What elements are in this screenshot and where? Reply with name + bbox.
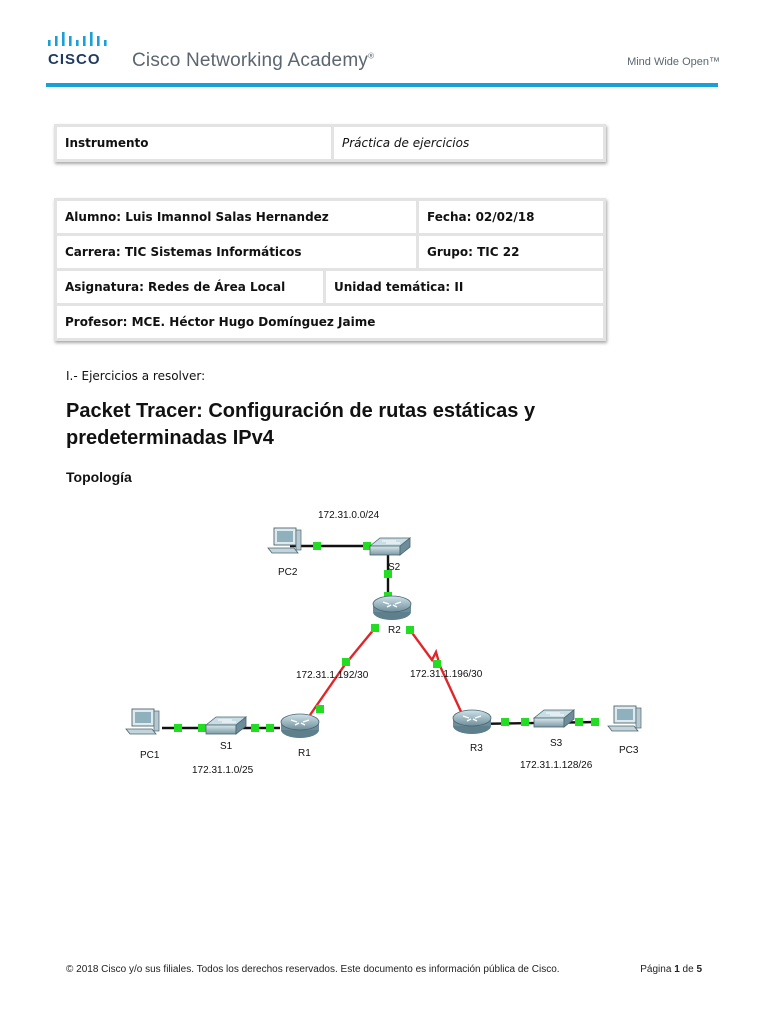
r1-router-icon[interactable] bbox=[281, 714, 319, 738]
network-label-r2-r3: 172.31.1.196/30 bbox=[410, 669, 483, 680]
brand-name: Cisco Networking Academy® bbox=[132, 50, 375, 71]
pc2-label: PC2 bbox=[278, 567, 298, 578]
page-title: Packet Tracer: Configuración de rutas estáticas y predeterminadas IPv4 bbox=[66, 400, 536, 449]
r1-label: R1 bbox=[298, 748, 311, 759]
topology-diagram bbox=[120, 500, 660, 790]
asignatura-cell: Asignatura: Redes de Área Local bbox=[57, 271, 323, 303]
r2-label: R2 bbox=[388, 625, 401, 636]
profesor-cell: Profesor: MCE. Héctor Hugo Domínguez Jaime bbox=[57, 306, 603, 338]
s1-switch-icon[interactable] bbox=[206, 717, 246, 734]
tagline: Mind Wide Open™ bbox=[627, 56, 720, 68]
s2-switch-icon[interactable] bbox=[370, 538, 410, 555]
grupo-cell: Grupo: TIC 22 bbox=[419, 236, 603, 268]
alumno-cell: Alumno: Luis Imannol Salas Hernandez bbox=[57, 201, 416, 233]
topology-heading: Topología bbox=[66, 469, 132, 485]
link-indicators bbox=[174, 542, 599, 732]
network-label-r1-r2: 172.31.1.192/30 bbox=[296, 670, 369, 681]
s3-switch-icon[interactable] bbox=[534, 710, 574, 727]
network-label-lan-r1: 172.31.1.0/25 bbox=[192, 765, 254, 776]
r3-router-icon[interactable] bbox=[453, 710, 491, 734]
instrument-table bbox=[54, 124, 606, 162]
ethernet-links bbox=[162, 546, 598, 728]
pc3-label: PC3 bbox=[619, 745, 639, 756]
pc1-label: PC1 bbox=[140, 750, 160, 761]
pc2-icon[interactable] bbox=[268, 528, 301, 553]
r2-router-icon[interactable] bbox=[373, 596, 411, 620]
unidad-cell: Unidad temática: II bbox=[326, 271, 603, 303]
cisco-logo bbox=[46, 30, 116, 70]
footer-copyright: © 2018 Cisco y/o sus filiales. Todos los derechos reservados. Este documento es información pública de Cisco. bbox=[66, 964, 560, 975]
instrument-label: Instrumento bbox=[57, 127, 331, 159]
carrera-cell: Carrera: TIC Sistemas Informáticos bbox=[57, 236, 416, 268]
page-number: Página 1 de 5 bbox=[640, 964, 702, 975]
s1-label: S1 bbox=[220, 741, 233, 752]
pc3-icon[interactable] bbox=[608, 706, 641, 731]
fecha-cell: Fecha: 02/02/18 bbox=[419, 201, 603, 233]
student-info-table bbox=[54, 198, 606, 341]
r3-label: R3 bbox=[470, 743, 483, 754]
pc1-icon[interactable] bbox=[126, 709, 159, 734]
s2-label: S2 bbox=[388, 562, 401, 573]
section-label: I.- Ejercicios a resolver: bbox=[66, 369, 206, 383]
s3-label: S3 bbox=[550, 738, 563, 749]
network-label-lan-r2: 172.31.0.0/24 bbox=[318, 510, 380, 521]
network-label-lan-r3: 172.31.1.128/26 bbox=[520, 760, 593, 771]
header-rule bbox=[46, 83, 718, 87]
instrument-value: Práctica de ejercicios bbox=[334, 127, 603, 159]
cisco-wordmark: CISCO bbox=[48, 51, 101, 68]
